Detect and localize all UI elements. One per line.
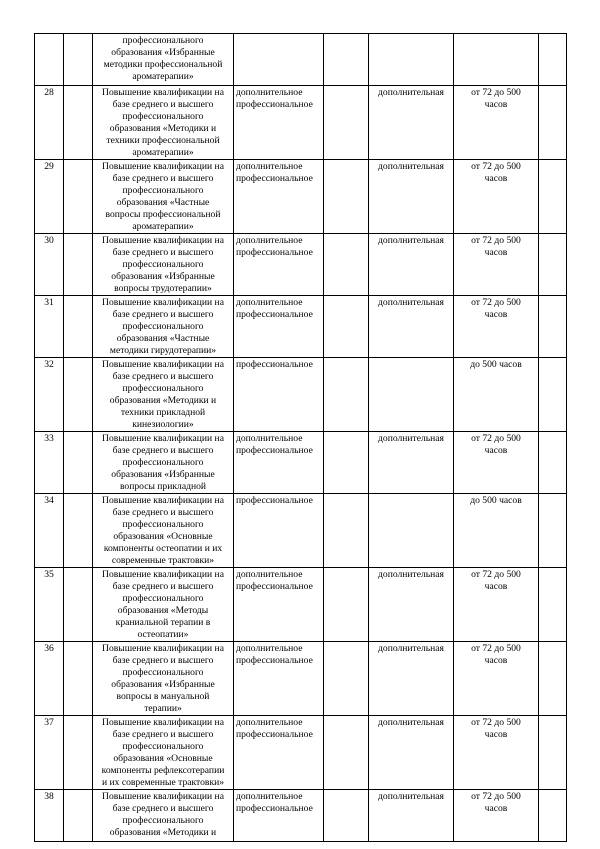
empty-cell	[324, 494, 369, 568]
empty-cell	[324, 160, 369, 234]
program-name	[93, 234, 234, 296]
program-kind	[369, 358, 454, 432]
cell-line: ароматерапии»	[132, 147, 194, 158]
education-type	[234, 568, 324, 642]
program-kind: дополнительная	[369, 296, 454, 358]
cell-line: вопросы профессиональной	[105, 209, 221, 220]
cell-line: профессионального	[122, 259, 204, 270]
cell-line: профессионального	[122, 519, 204, 530]
empty-cell	[324, 432, 369, 494]
cell-line: профессионального	[122, 457, 204, 468]
program-name	[93, 568, 234, 642]
program-kind: дополнительная	[369, 716, 454, 790]
cell-line: компоненты рефлексотерапии	[101, 765, 225, 776]
cell-line: базе среднего и высшего	[112, 655, 214, 666]
cell-line: профессиональное	[236, 495, 313, 506]
empty-cell	[64, 642, 93, 716]
program-kind: дополнительная	[369, 642, 454, 716]
cell-line: часов	[484, 581, 508, 592]
cell-line: базе среднего и высшего	[112, 581, 214, 592]
education-type	[234, 790, 324, 842]
cell-line: современные трактовки»	[111, 555, 215, 566]
cell-line: техники профессиональной	[106, 135, 220, 146]
empty-cell	[539, 790, 567, 842]
row-number: 38	[35, 790, 64, 842]
cell-line: дополнительное	[236, 717, 303, 728]
cell-line: образования «Основные	[113, 753, 213, 764]
program-kind: дополнительная	[369, 568, 454, 642]
cell-line: Повышение квалификации на	[102, 495, 224, 506]
row-number: 28	[35, 86, 64, 160]
cell-line: от 72 до 500	[471, 161, 521, 172]
cell-line: Повышение квалификации на	[102, 161, 224, 172]
education-type	[234, 296, 324, 358]
cell-line: от 72 до 500	[471, 87, 521, 98]
empty-cell	[64, 234, 93, 296]
table-row	[35, 296, 567, 358]
cell-line: часов	[484, 99, 508, 110]
table-row	[35, 790, 567, 842]
cell-line: от 72 до 500	[471, 643, 521, 654]
cell-line: профессиональное	[236, 581, 313, 592]
table-row	[35, 234, 567, 296]
education-type	[234, 86, 324, 160]
cell-line: профессиональное	[236, 803, 313, 814]
cell-line: от 72 до 500	[471, 297, 521, 308]
education-type	[234, 642, 324, 716]
empty-cell	[324, 234, 369, 296]
cell-line: до 500 часов	[470, 495, 522, 506]
row-number: 29	[35, 160, 64, 234]
education-type	[234, 716, 324, 790]
program-kind	[369, 34, 454, 86]
cell-line: базе среднего и высшего	[112, 445, 214, 456]
table-row	[35, 494, 567, 568]
education-type	[234, 234, 324, 296]
cell-line: профессионального	[122, 667, 204, 678]
table-row	[35, 568, 567, 642]
program-hours	[454, 296, 539, 358]
cell-line: от 72 до 500	[471, 717, 521, 728]
cell-line: Повышение квалификации на	[102, 791, 224, 802]
cell-line: Повышение квалификации на	[102, 569, 224, 580]
program-kind: дополнительная	[369, 86, 454, 160]
empty-cell	[64, 358, 93, 432]
cell-line: от 72 до 500	[471, 569, 521, 580]
table-row	[35, 716, 567, 790]
table-row	[35, 86, 567, 160]
cell-line: образования «Избранные	[111, 469, 215, 480]
cell-line: часов	[484, 803, 508, 814]
empty-cell	[324, 358, 369, 432]
cell-line: Повышение квалификации на	[102, 643, 224, 654]
empty-cell	[539, 494, 567, 568]
cell-line: часов	[484, 309, 508, 320]
cell-line: дополнительное	[236, 161, 303, 172]
empty-cell	[64, 494, 93, 568]
program-kind: дополнительная	[369, 790, 454, 842]
program-kind: дополнительная	[369, 160, 454, 234]
programs-table	[34, 33, 567, 842]
empty-cell	[539, 34, 567, 86]
program-name	[93, 34, 234, 86]
cell-line: Повышение квалификации на	[102, 717, 224, 728]
cell-line: методики гирудотерапии»	[109, 345, 217, 356]
cell-line: дополнительное	[236, 643, 303, 654]
cell-line: компоненты остеопатии и их	[103, 543, 223, 554]
empty-cell	[64, 86, 93, 160]
cell-line: базе среднего и высшего	[112, 173, 214, 184]
program-name	[93, 86, 234, 160]
program-hours	[454, 790, 539, 842]
program-hours	[454, 642, 539, 716]
cell-line: техники прикладной	[120, 407, 206, 418]
cell-line: базе среднего и высшего	[112, 803, 214, 814]
row-number	[35, 34, 64, 86]
empty-cell	[539, 432, 567, 494]
program-name	[93, 296, 234, 358]
empty-cell	[539, 234, 567, 296]
cell-line: образования «Избранные	[111, 47, 215, 58]
row-number: 36	[35, 642, 64, 716]
cell-line: вопросы в мануальной	[116, 691, 210, 702]
cell-line: профессионального	[122, 593, 204, 604]
cell-line: профессиональное	[236, 359, 313, 370]
cell-line: часов	[484, 173, 508, 184]
cell-line: остеопатии»	[137, 629, 189, 640]
empty-cell	[64, 432, 93, 494]
cell-line: кинезиологии»	[132, 419, 194, 430]
program-name	[93, 642, 234, 716]
cell-line: дополнительное	[236, 791, 303, 802]
empty-cell	[324, 86, 369, 160]
empty-cell	[539, 642, 567, 716]
cell-line: профессиональное	[236, 655, 313, 666]
education-type	[234, 432, 324, 494]
empty-cell	[324, 296, 369, 358]
cell-line: базе среднего и высшего	[112, 729, 214, 740]
cell-line: Повышение квалификации на	[102, 297, 224, 308]
program-name	[93, 160, 234, 234]
cell-line: профессионального	[122, 741, 204, 752]
row-number: 32	[35, 358, 64, 432]
row-number: 37	[35, 716, 64, 790]
cell-line: часов	[484, 247, 508, 258]
cell-line: образования «Методики и	[109, 827, 217, 838]
education-type	[234, 160, 324, 234]
cell-line: образования «Основные	[113, 531, 213, 542]
cell-line: вопросы трудотерапии»	[114, 283, 212, 294]
program-hours	[454, 160, 539, 234]
cell-line: дополнительное	[236, 297, 303, 308]
cell-line: базе среднего и высшего	[112, 371, 214, 382]
cell-line: Повышение квалификации на	[102, 235, 224, 246]
cell-line: профессионального	[122, 383, 204, 394]
empty-cell	[324, 716, 369, 790]
education-type	[234, 34, 324, 86]
table-row	[35, 160, 567, 234]
program-hours	[454, 234, 539, 296]
program-name	[93, 358, 234, 432]
program-name	[93, 790, 234, 842]
cell-line: методики профессиональной	[103, 59, 223, 70]
education-type	[234, 358, 324, 432]
cell-line: базе среднего и высшего	[112, 99, 214, 110]
cell-line: ароматерапии»	[132, 221, 194, 232]
empty-cell	[64, 716, 93, 790]
empty-cell	[64, 160, 93, 234]
cell-line: от 72 до 500	[471, 235, 521, 246]
empty-cell	[324, 790, 369, 842]
table-row	[35, 358, 567, 432]
table-body	[35, 34, 567, 842]
cell-line: образования «Методики и	[109, 395, 217, 406]
cell-line: часов	[484, 445, 508, 456]
empty-cell	[324, 642, 369, 716]
empty-cell	[64, 296, 93, 358]
cell-line: ароматерапии»	[132, 71, 194, 82]
cell-line: часов	[484, 655, 508, 666]
program-hours	[454, 432, 539, 494]
cell-line: образования «Методы	[117, 605, 209, 616]
cell-line: базе среднего и высшего	[112, 247, 214, 258]
program-hours	[454, 716, 539, 790]
cell-line: образования «Частные	[116, 197, 210, 208]
program-kind: дополнительная	[369, 234, 454, 296]
program-kind	[369, 494, 454, 568]
cell-line: вопросы прикладной	[119, 481, 207, 492]
cell-line: от 72 до 500	[471, 791, 521, 802]
cell-line: образования «Методики и	[109, 123, 217, 134]
cell-line: и их современные трактовки»	[101, 777, 225, 788]
program-hours	[454, 86, 539, 160]
cell-line: от 72 до 500	[471, 433, 521, 444]
cell-line: Повышение квалификации на	[102, 433, 224, 444]
cell-line: терапии»	[144, 703, 182, 714]
program-hours	[454, 494, 539, 568]
empty-cell	[539, 160, 567, 234]
empty-cell	[539, 358, 567, 432]
cell-line: образования «Избранные	[111, 271, 215, 282]
program-kind: дополнительная	[369, 432, 454, 494]
row-number: 33	[35, 432, 64, 494]
table-row	[35, 642, 567, 716]
cell-line: профессиональное	[236, 99, 313, 110]
cell-line: дополнительное	[236, 569, 303, 580]
program-name	[93, 432, 234, 494]
program-name	[93, 494, 234, 568]
row-number: 35	[35, 568, 64, 642]
row-number: 34	[35, 494, 64, 568]
table-row	[35, 34, 567, 86]
cell-line: Повышение квалификации на	[102, 87, 224, 98]
cell-line: до 500 часов	[470, 359, 522, 370]
cell-line: базе среднего и высшего	[112, 507, 214, 518]
cell-line: профессиональное	[236, 309, 313, 320]
cell-line: профессионального	[122, 35, 204, 46]
cell-line: образования «Избранные	[111, 679, 215, 690]
cell-line: профессиональное	[236, 173, 313, 184]
cell-line: базе среднего и высшего	[112, 309, 214, 320]
cell-line: профессиональное	[236, 247, 313, 258]
empty-cell	[64, 568, 93, 642]
program-name	[93, 716, 234, 790]
empty-cell	[324, 568, 369, 642]
empty-cell	[539, 568, 567, 642]
cell-line: профессионального	[122, 815, 204, 826]
program-hours	[454, 34, 539, 86]
education-type	[234, 494, 324, 568]
cell-line: дополнительное	[236, 235, 303, 246]
empty-cell	[64, 34, 93, 86]
cell-line: дополнительное	[236, 433, 303, 444]
empty-cell	[539, 296, 567, 358]
row-number: 30	[35, 234, 64, 296]
empty-cell	[64, 790, 93, 842]
cell-line: дополнительное	[236, 87, 303, 98]
empty-cell	[539, 716, 567, 790]
cell-line: образования «Частные	[116, 333, 210, 344]
program-hours	[454, 568, 539, 642]
empty-cell	[324, 34, 369, 86]
cell-line: профессионального	[122, 321, 204, 332]
cell-line: Повышение квалификации на	[102, 359, 224, 370]
cell-line: краниальной терапии в	[115, 617, 211, 628]
cell-line: профессионального	[122, 185, 204, 196]
cell-line: профессионального	[122, 111, 204, 122]
cell-line: профессиональное	[236, 445, 313, 456]
empty-cell	[539, 86, 567, 160]
cell-line: профессиональное	[236, 729, 313, 740]
cell-line: часов	[484, 729, 508, 740]
table-row	[35, 432, 567, 494]
row-number: 31	[35, 296, 64, 358]
program-hours	[454, 358, 539, 432]
